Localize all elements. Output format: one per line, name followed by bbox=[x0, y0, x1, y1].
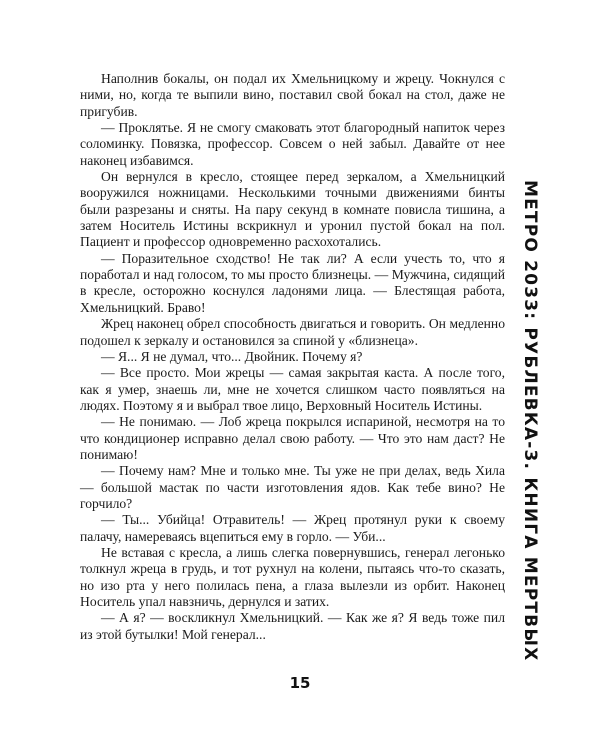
page-number: 15 bbox=[289, 674, 311, 692]
paragraph: — Ты... Убийца! Отравитель! — Жрец протянул руки к своему палачу, намереваясь вцепиться ему в горло. — Уби... bbox=[80, 512, 505, 544]
paragraph: — Проклятье. Я не смогу смаковать этот благородный напиток через соломинку. Повязка, профессор. Совсем о ней забыл. Давайте от нее наконец избавимся. bbox=[80, 120, 505, 168]
paragraph: Жрец наконец обрел способность двигаться и говорить. Он медленно подошел к зеркалу и остановился за спиной у «близнеца». bbox=[80, 316, 505, 348]
paragraph: Не вставая с кресла, а лишь слегка повернувшись, генерал легонько толкнул жреца в грудь, и тот рухнул на колени, пытаясь что-то сказать, но изо рта у него полилась пена, а глаза вылезли из орбит. Наконец Носитель упал навзничь, дернулся и затих. bbox=[80, 544, 505, 609]
paragraph: Наполнив бокалы, он подал их Хмельницкому и жрецу. Чокнулся с ними, но, когда те выпили вино, поставил свой бокал на стол, даже не пригубив. bbox=[80, 71, 505, 119]
paragraph: — Поразительное сходство! Не так ли? А если учесть то, что я поработал и над голосом, то мы просто близнецы. — Мужчина, сидящий в кресле, осторожно коснулся ладонями лица. — Блестящая работа, Хмельницкий. Браво! bbox=[80, 250, 505, 315]
paragraph: — А я? — воскликнул Хмельницкий. — Как же я? Я ведь тоже пил из этой бутылки! Мой генерал... bbox=[80, 610, 505, 642]
paragraph: Он вернулся в кресло, стоящее перед зеркалом, а Хмельницкий вооружился ножницами. Несколькими точными движениями бинты были разрезаны и сняты. На пару секунд в комнате повисла тишина, а затем Носитель Истины вскрикнул и уронил пустой бокал на пол. Пациент и профессор одновременно расхохотались. bbox=[80, 169, 505, 250]
paragraph: — Почему нам? Мне и только мне. Ты уже не при делах, ведь Хила — большой мастак по части изготовления ядов. Как тебе вино? Не горчило? bbox=[80, 463, 505, 511]
running-title: МЕТРО 2033: РУБЛЕВКА-3. КНИГА МЕРТВЫХ bbox=[520, 180, 540, 662]
paragraph: — Все просто. Мои жрецы — самая закрытая каста. А после того, как я умер, знаешь ли, мне не хочется слишком часто появляться на людях. Поэтому я и выбрал твое лицо, Верховный Носитель Истины. bbox=[80, 365, 505, 413]
paragraph: — Не понимаю. — Лоб жреца покрылся испариной, несмотря на то что кондиционер исправно делал свою работу. — Что это нам даст? Не понимаю! bbox=[80, 414, 505, 462]
paragraph: — Я... Я не думал, что... Двойник. Почему я? bbox=[101, 348, 363, 364]
body-text bbox=[80, 71, 505, 643]
